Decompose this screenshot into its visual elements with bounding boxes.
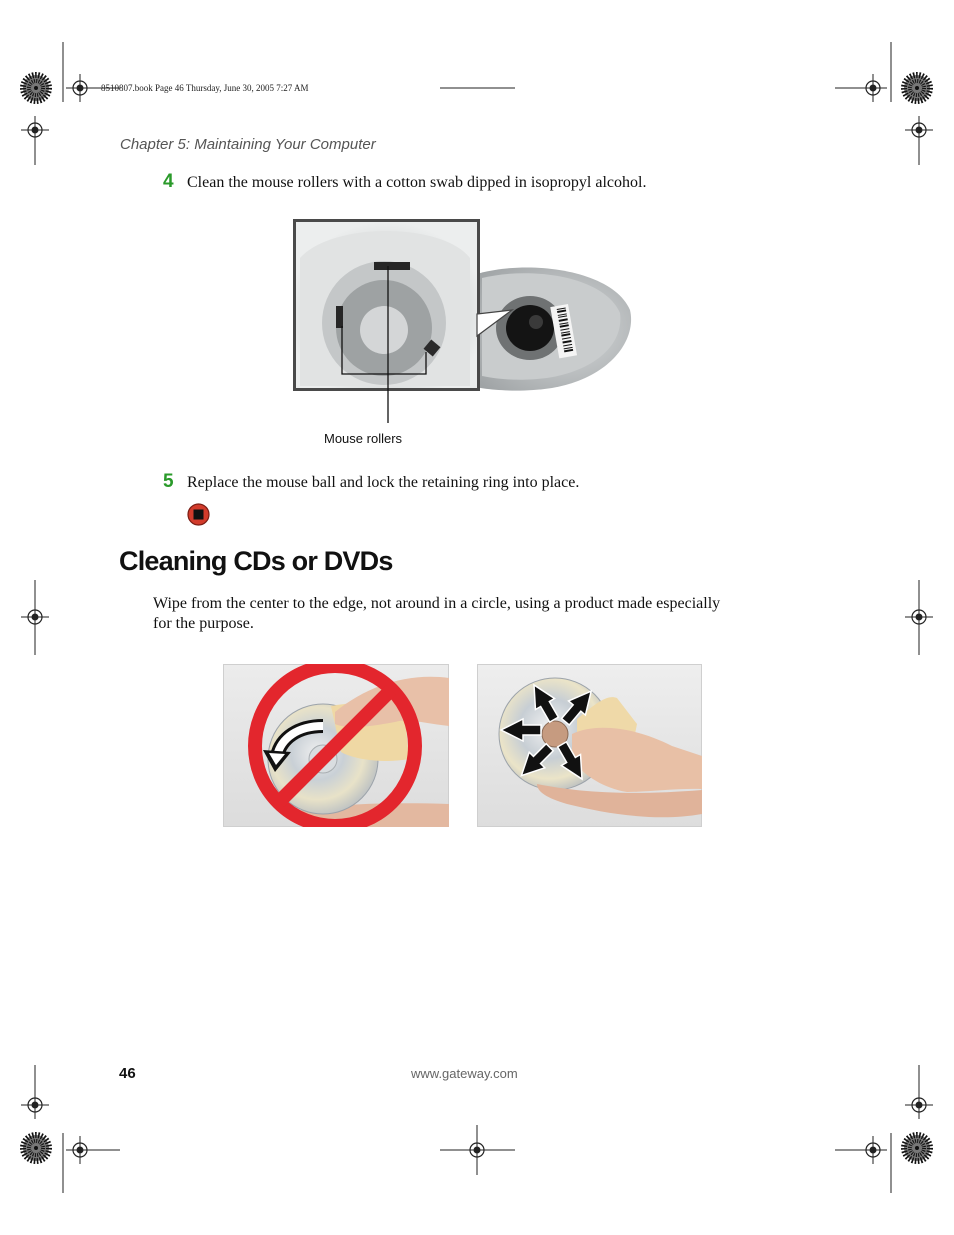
paragraph-line: for the purpose. <box>153 614 254 632</box>
instruction-paragraph <box>153 594 813 633</box>
page-number: 46 <box>119 1065 136 1082</box>
figure-caption: Mouse rollers <box>324 431 403 446</box>
print-job-info: 8510807.book Page 46 Thursday, June 30, 2005 7:27 AM <box>101 83 309 93</box>
footer-url: www.gateway.com <box>411 1066 518 1081</box>
section-heading: Cleaning CDs or DVDs <box>119 546 393 576</box>
wrong-cleaning-photo <box>223 664 449 827</box>
step-text: Replace the mouse ball and lock the retaining ring into place. <box>187 474 580 491</box>
step-number: 4 <box>163 171 174 192</box>
chapter-header: Chapter 5: Maintaining Your Computer <box>120 136 376 153</box>
step-text: Clean the mouse rollers with a cotton swab dipped in isopropyl alcohol. <box>187 174 647 191</box>
paragraph-line: Wipe from the center to the edge, not around in a circle, using a product made especially <box>153 595 721 612</box>
stop-icon <box>187 503 210 526</box>
correct-cleaning-photo <box>477 664 702 827</box>
mouse-rollers-figure <box>292 218 634 452</box>
step-number: 5 <box>163 471 174 492</box>
